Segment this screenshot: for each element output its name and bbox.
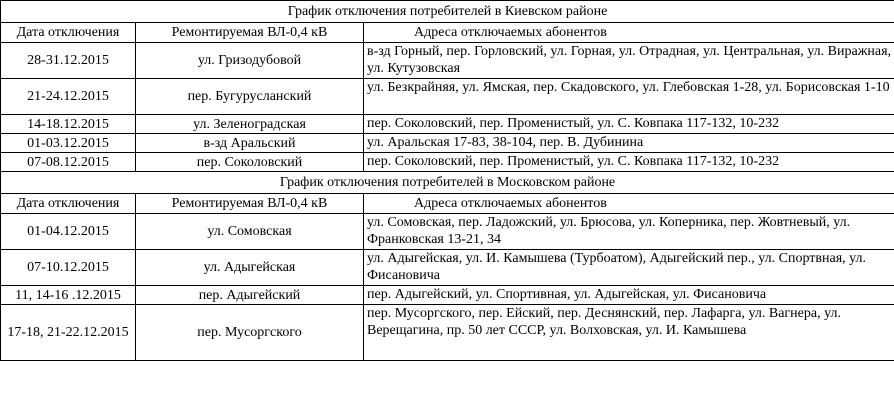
table-row: [1, 79, 894, 115]
header-date: Дата отключения: [1, 194, 136, 214]
affected-addresses: ул. Адыгейская, ул. И. Камышева (Турбоатом), Адыгейский пер., ул. Спортвная, ул. Фисановича: [364, 250, 894, 286]
table-row: [1, 214, 894, 250]
section-title-row: [1, 172, 894, 194]
affected-addresses: в-зд Горный, пер. Горловский, ул. Горная, ул. Отрадная, ул. Центральная, ул. Виражная, ул. Кутузовская: [364, 43, 894, 79]
table-row: [1, 305, 894, 361]
affected-addresses: ул. Аральская 17-83, 38-104, пер. В. Дубинина: [364, 134, 894, 153]
affected-addresses: ул. Безкрайняя, ул. Ямская, пер. Скадовского, ул. Глебовская 1-28, ул. Борисовская 1-10: [364, 79, 894, 115]
repaired-line: ул. Гризодубовой: [136, 43, 364, 79]
header-row: [1, 23, 894, 43]
table-row: [1, 43, 894, 79]
table-row: [1, 134, 894, 153]
section-title-row: [1, 1, 894, 23]
outage-date: 11, 14-16 .12.2015: [1, 286, 136, 305]
header-line: Ремонтируемая ВЛ-0,4 кВ: [136, 23, 364, 43]
repaired-line: ул. Сомовская: [136, 214, 364, 250]
header-row: [1, 194, 894, 214]
affected-addresses: пер. Адыгейский, ул. Спортивная, ул. Адыгейская, ул. Фисановича: [364, 286, 894, 305]
section-title-kiev: График отключения потребителей в Киевском районе: [1, 1, 894, 23]
repaired-line: пер. Адыгейский: [136, 286, 364, 305]
repaired-line: пер. Соколовский: [136, 153, 364, 172]
repaired-line: ул. Адыгейская: [136, 250, 364, 286]
table-row: [1, 115, 894, 134]
table-row: [1, 250, 894, 286]
outage-date: 01-03.12.2015: [1, 134, 136, 153]
repaired-line: пер. Бугурусланский: [136, 79, 364, 115]
table-row: [1, 153, 894, 172]
outage-date: 07-10.12.2015: [1, 250, 136, 286]
affected-addresses: ул. Сомовская, пер. Ладожский, ул. Брюсова, ул. Коперника, пер. Жовтневый, ул. Франковская 13-21, 34: [364, 214, 894, 250]
repaired-line: пер. Мусоргского: [136, 305, 364, 361]
outage-date: 01-04.12.2015: [1, 214, 136, 250]
affected-addresses: пер. Соколовский, пер. Променистый, ул. С. Ковпака 117-132, 10-232: [364, 153, 894, 172]
header-date: Дата отключения: [1, 23, 136, 43]
outage-date: 14-18.12.2015: [1, 115, 136, 134]
affected-addresses: пер. Мусоргского, пер. Ейский, пер. Деснянский, пер. Лафарга, ул. Вагнера, ул. Верещагина, пр. 50 лет СССР, ул. Волховская, ул. И. Камышева: [364, 305, 894, 361]
section-title-moscow: График отключения потребителей в Московском районе: [1, 172, 894, 194]
outage-date: 17-18, 21-22.12.2015: [1, 305, 136, 361]
header-line: Ремонтируемая ВЛ-0,4 кВ: [136, 194, 364, 214]
header-address: Адреса отключаемых абонентов: [364, 23, 894, 43]
outage-date: 07-08.12.2015: [1, 153, 136, 172]
outage-date: 28-31.12.2015: [1, 43, 136, 79]
outage-date: 21-24.12.2015: [1, 79, 136, 115]
repaired-line: в-зд Аральский: [136, 134, 364, 153]
repaired-line: ул. Зеленоградская: [136, 115, 364, 134]
affected-addresses: пер. Соколовский, пер. Променистый, ул. С. Ковпака 117-132, 10-232: [364, 115, 894, 134]
header-address: Адреса отключаемых абонентов: [364, 194, 894, 214]
table-row: [1, 286, 894, 305]
